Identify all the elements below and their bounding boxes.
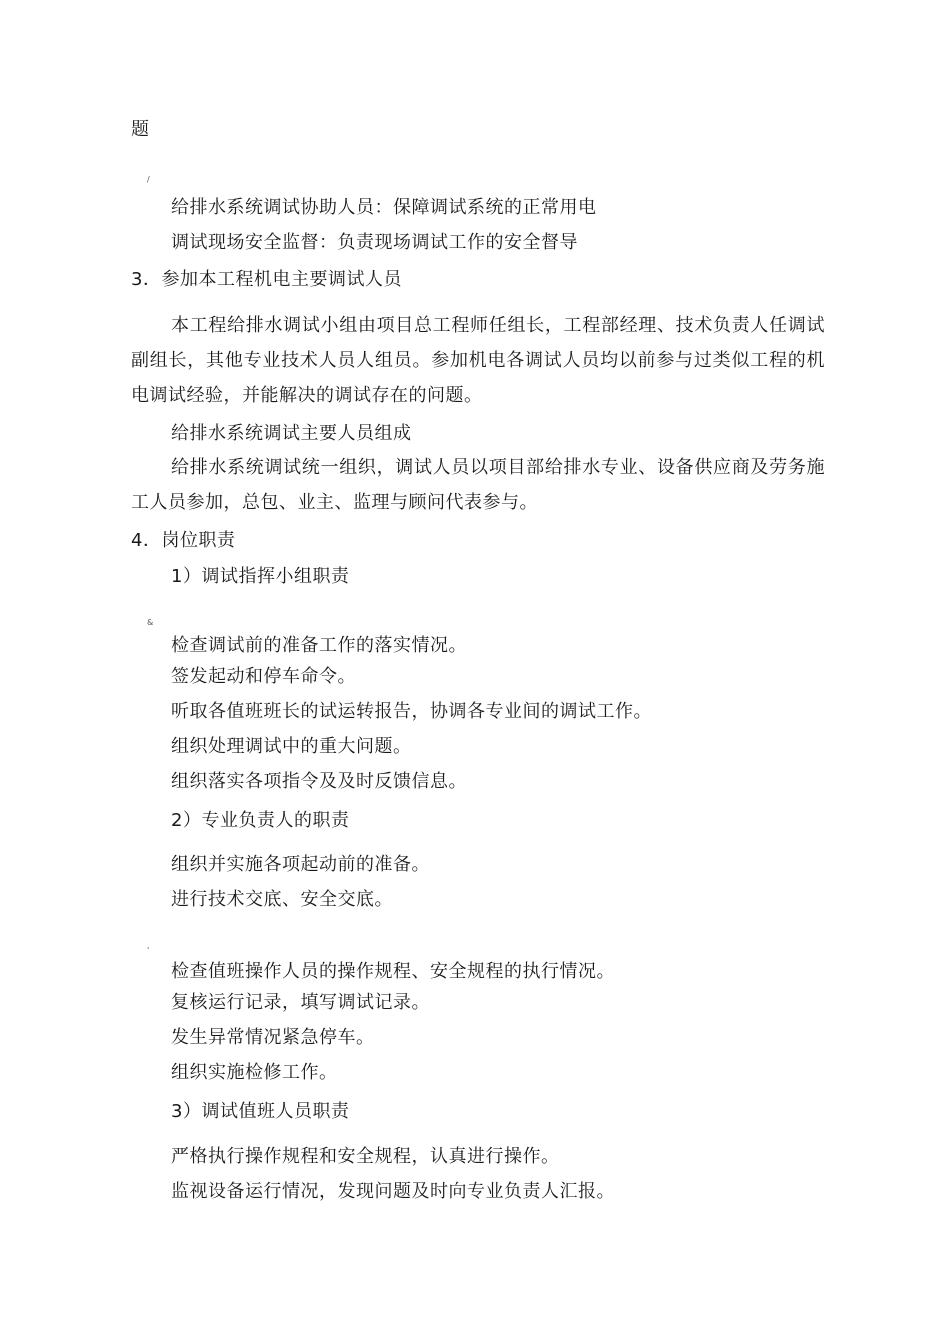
body-paragraph: 给排水系统调试统一组织，调试人员以项目部给排水专业、设备供应商及劳务施工人员参加，总包、业主、监理与顾问代表参与。 — [131, 457, 825, 513]
list-item: 组织实施检修工作。 — [171, 1062, 338, 1083]
list-item: 组织处理调试中的重大问题。 — [171, 736, 412, 757]
list-item: 检查调试前的准备工作的落实情况。 — [171, 635, 467, 656]
list-item: 进行技术交底、安全交底。 — [171, 889, 393, 910]
list-item: 签发起动和停车命令。 — [171, 666, 356, 687]
stray-mark: / — [147, 175, 150, 184]
section-heading: 4．岗位职责 — [131, 530, 236, 551]
subheading: 给排水系统调试主要人员组成 — [171, 423, 412, 444]
list-item: 发生异常情况紧急停车。 — [171, 1027, 375, 1048]
carryover-text: 题 — [131, 119, 150, 140]
group-title: 1）调试指挥小组职责 — [171, 566, 350, 587]
list-item: 复核运行记录，填写调试记录。 — [171, 992, 430, 1013]
list-item: 检查值班操作人员的操作规程、安全规程的执行情况。 — [171, 961, 615, 982]
body-paragraph: 本工程给排水调试小组由项目总工程师任组长，工程部经理、技术负责人任调试副组长，其他专业技术人员人组员。参加机电各调试人员均以前参与过类似工程的机电调试经验，并能解决的调试存在的问题。 — [131, 315, 825, 406]
list-item: 监视设备运行情况，发现问题及时向专业负责人汇报。 — [171, 1181, 615, 1202]
list-item: 严格执行操作规程和安全规程，认真进行操作。 — [171, 1146, 560, 1167]
list-item: 组织并实施各项起动前的准备。 — [171, 854, 430, 875]
list-item: 听取各值班班长的试运转报告，协调各专业间的调试工作。 — [171, 701, 652, 722]
group-title: 3）调试值班人员职责 — [171, 1101, 350, 1122]
group-title: 2）专业负责人的职责 — [171, 810, 350, 831]
list-item: 组织落实各项指令及及时反馈信息。 — [171, 771, 467, 792]
stray-mark: ' — [147, 946, 150, 955]
role-line: 调试现场安全监督：负责现场调试工作的安全督导 — [171, 232, 578, 253]
section-heading: 3．参加本工程机电主要调试人员 — [131, 269, 402, 290]
stray-mark: & — [147, 618, 154, 627]
role-line: 给排水系统调试协助人员：保障调试系统的正常用电 — [171, 197, 597, 218]
